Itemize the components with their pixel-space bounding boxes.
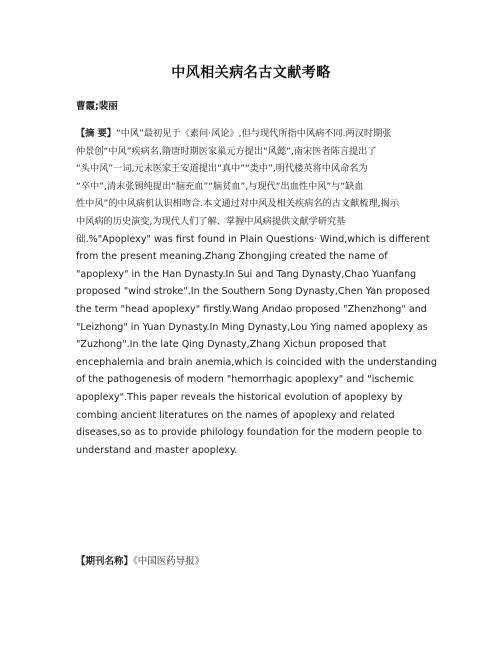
abstract-line: 中风病的历史演变,为现代人们了解、掌握中风病提供文献学研究基 xyxy=(76,215,346,227)
abstract-line: proposed "wind stroke".In the Southern Song Dynasty,Chen Yan proposed xyxy=(76,286,430,298)
abstract-line: 础.%"Apoplexy" was first found in Plain Questions· Wind,which is different xyxy=(76,233,430,245)
abstract-line: diseases,so as to provide philology foundation for the modern people to xyxy=(76,427,422,439)
abstract-line: combing ancient literatures on the names of apoplexy and related xyxy=(76,409,395,421)
paper-title: 中风相关病名古文献考略 xyxy=(171,65,331,81)
abstract-label: 【摘 要】 xyxy=(76,128,116,139)
paper-authors: 曹霞;裴丽 xyxy=(76,101,118,112)
journal-name: 《中国医药导报》 xyxy=(133,556,205,567)
abstract-line: 【摘 要】“中风”最初见于《素问·风论》,但与现代所指中风病不同.两汉时期张 xyxy=(76,128,392,139)
abstract-line: encephalemia and brain anemia,which is coincided with the understanding xyxy=(76,356,437,368)
abstract-line: 仲景创“中风”疾病名,隋唐时期医家巢元方提出“风懿”,南宋医者陈言提出了 xyxy=(76,145,377,157)
abstract-line: "Zuzhong".In the late Qing Dynasty,Zhang Xichun proposed that xyxy=(76,339,387,351)
abstract-line: “头中风”一词,元末医家王安道提出“真中”“类中”,明代楼英将中风命名为 xyxy=(76,163,368,175)
abstract-line: “卒中”,清末张锡纯提出“脑充血”“脑贫血”,与现代“出血性中风”与“缺血 xyxy=(76,180,364,192)
abstract-line: "Leizhong" in Yuan Dynasty.In Ming Dynasty,Lou Ying named apoplexy as xyxy=(76,321,428,333)
abstract-line: understand and master apoplexy. xyxy=(76,444,238,456)
journal-label: 【期刊名称】 xyxy=(76,556,134,567)
abstract-line: from the present meaning.Zhang Zhongjing created the name of xyxy=(76,251,388,263)
journal-info xyxy=(76,553,204,567)
abstract-line: "apoplexy" in the Han Dynasty.In Sui and Tang Dynasty,Chao Yuanfang xyxy=(76,268,417,280)
abstract-line: apoplexy".This paper reveals the historical evolution of apoplexy by xyxy=(76,391,403,403)
abstract-line: the term "head apoplexy" firstly.Wang Andao proposed "Zhenzhong" and xyxy=(76,303,427,315)
abstract-section xyxy=(76,125,437,459)
abstract-line: 性中风”的中风病机认识相吻合.本文通过对中风及相关疾病名的古文献梳理,揭示 xyxy=(76,198,399,210)
abstract-line: of the pathogenesis of modern "hemorrhagic apoplexy" and "ischemic xyxy=(76,374,414,386)
